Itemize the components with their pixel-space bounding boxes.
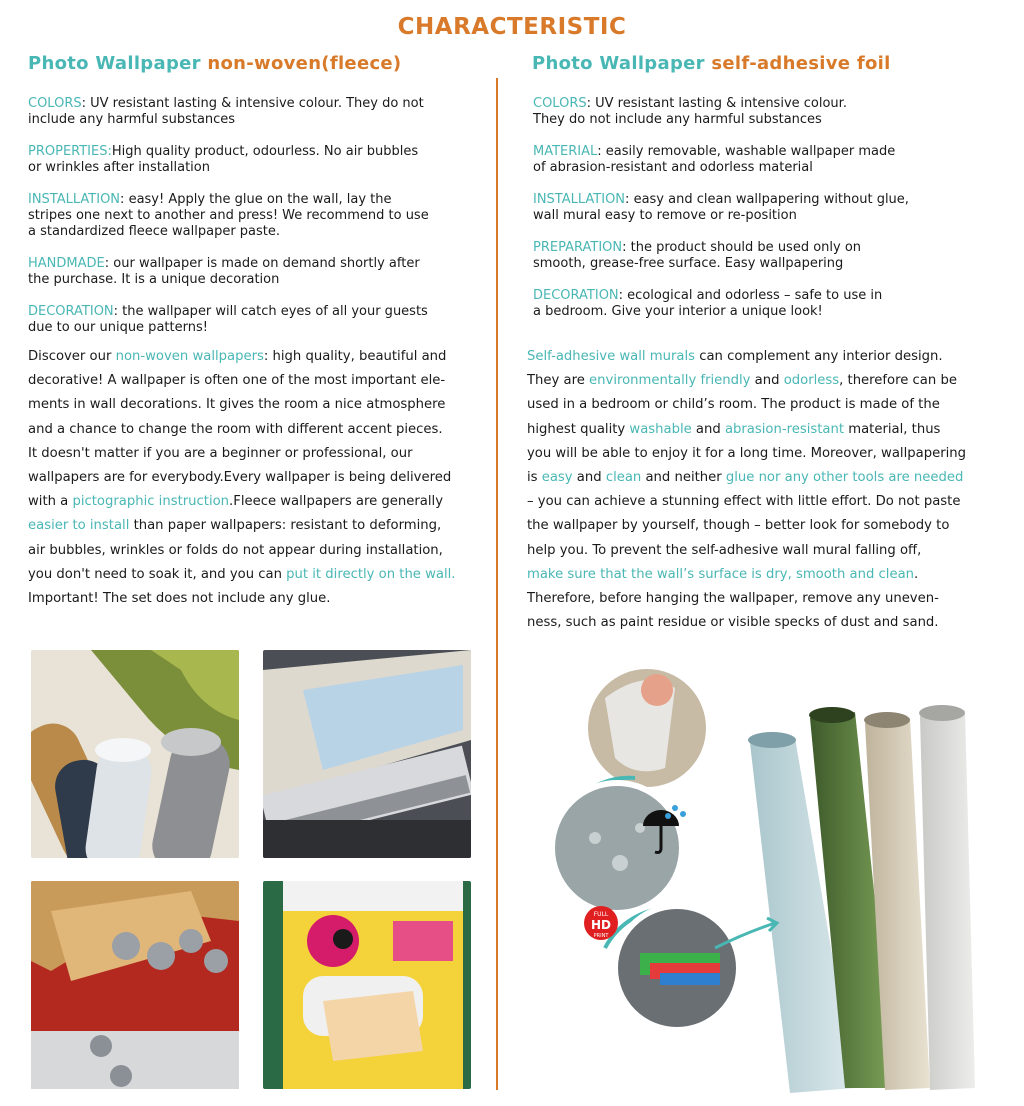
spec-line: easy and clean wallpapering without glue, [629, 192, 909, 207]
paragraph-text: decorative! A wallpaper is often one of the most important ele- [28, 373, 446, 389]
paragraph-line [527, 369, 966, 393]
paragraph-text: is [527, 470, 542, 486]
self-adhesive-illustration [525, 648, 1000, 1093]
left-description [28, 345, 456, 611]
printed-poster-photo [263, 881, 471, 1089]
spec-line: a standardized fleece wallpaper paste. [28, 224, 281, 239]
spec-key: INSTALLATION [533, 192, 626, 207]
highlight-link[interactable]: glue nor any other tools are needed [725, 470, 964, 486]
right-column-title [532, 53, 891, 74]
paragraph-text: and neither [641, 470, 726, 486]
spec-key: INSTALLATION [28, 192, 121, 207]
spec-line: the product should be used only on [626, 240, 862, 255]
spec-line: the wallpaper will catch eyes of all your guests [118, 304, 428, 319]
paragraph-text: . [914, 566, 919, 582]
spec-line: of abrasion-resistant and odorless material [533, 160, 813, 175]
badge-line-3: PRINT [593, 933, 609, 939]
spec-key: DECORATION [28, 304, 114, 319]
paragraph-text: It doesn't matter if you are a beginner or professional, our [28, 445, 413, 461]
paragraph-line [28, 587, 456, 611]
spec-key: COLORS [533, 96, 587, 111]
badge-line-1: FULL [593, 911, 609, 918]
spec-sep: : [120, 192, 125, 207]
left-title-type: non-woven(fleece) [207, 53, 402, 74]
left-title-product: Photo Wallpaper [28, 53, 201, 74]
spec-line: our wallpaper is made on demand shortly after [109, 256, 420, 271]
right-description [527, 345, 966, 635]
printed-poster-image [263, 881, 471, 1089]
wallpaper-rolls-photo [31, 650, 239, 858]
paragraph-text: They are [527, 373, 590, 389]
spec-line: High quality product, odourless. No air bubbles [111, 144, 419, 159]
right-spec-colors [533, 96, 847, 128]
paragraph-line [527, 393, 966, 417]
column-divider [496, 78, 498, 1090]
paragraph-text: .Fleece wallpapers are generally [229, 494, 443, 510]
highlight-link[interactable]: abrasion-resistant [724, 421, 845, 437]
spec-line: UV resistant lasting & intensive colour. They do not [86, 96, 424, 111]
paragraph-text: air bubbles, wrinkles or folds do not appear during installation, [28, 542, 443, 558]
paragraph-text: Important! The set does not include any glue. [28, 591, 331, 607]
spec-key: PREPARATION [533, 240, 623, 255]
printer-roll-image [263, 650, 471, 858]
laminating-machine-photo [31, 881, 239, 1089]
paragraph-text: Therefore, before hanging the wallpaper, remove any uneven- [527, 591, 939, 607]
highlight-link[interactable]: easy [541, 470, 573, 486]
paragraph-line [28, 345, 456, 369]
right-spec-installation [533, 192, 909, 224]
spec-line: UV resistant lasting & intensive colour. [591, 96, 847, 111]
paragraph-line [527, 466, 966, 490]
paragraph-text: and [750, 373, 784, 389]
paragraph-line [527, 514, 966, 538]
paragraph-line [527, 563, 966, 587]
paragraph-text: used in a bedroom or child’s room. The product is made of the [527, 397, 940, 413]
spec-key: DECORATION [533, 288, 619, 303]
paragraph-line [527, 442, 966, 466]
spec-line: smooth, grease-free surface. Easy wallpapering [533, 256, 844, 271]
paragraph-text: help you. To prevent the self-adhesive wall mural falling off, [527, 542, 922, 558]
badge-line-2: HD [590, 918, 612, 932]
paragraph-text: and [572, 470, 606, 486]
highlight-link[interactable]: non-woven wallpapers [115, 349, 264, 364]
printer-roll-photo [263, 650, 471, 858]
paragraph-line [28, 563, 456, 587]
paragraph-text: you will be able to enjoy it for a long time. Moreover, wallpapering [527, 445, 967, 461]
right-title-type: self-adhesive foil [711, 53, 891, 74]
highlight-link[interactable]: easier to install [28, 518, 130, 534]
paragraph-text: with a [28, 494, 73, 510]
paragraph-text: than paper wallpapers: resistant to deforming, [129, 518, 442, 534]
paragraph-line [28, 466, 456, 490]
spec-key: PROPERTIES: [28, 144, 112, 159]
paragraph-text: can complement any interior design. [695, 349, 943, 364]
paragraph-text: , therefore can be [839, 373, 957, 389]
highlight-link[interactable]: clean [605, 470, 642, 486]
paragraph-text: the wallpaper by yourself, though – better look for somebody to [527, 518, 950, 534]
left-column-title [28, 53, 401, 74]
spec-line: the purchase. It is a unique decoration [28, 272, 280, 287]
paragraph-line [28, 490, 456, 514]
right-spec-material [533, 144, 895, 176]
spec-line: due to our unique patterns! [28, 320, 208, 335]
paragraph-text: material, thus [844, 421, 941, 437]
roll-concrete [920, 710, 975, 1090]
wallpaper-rolls-image [31, 650, 239, 858]
highlight-link[interactable]: washable [629, 421, 692, 437]
paragraph-text: : high quality, beautiful and [263, 349, 447, 364]
right-spec-decoration [533, 288, 882, 320]
paragraph-line [28, 539, 456, 563]
spec-line: easy! Apply the glue on the wall, lay the [124, 192, 392, 207]
spec-sep: : [586, 96, 591, 111]
paragraph-text: you don't need to soak it, and you can [28, 566, 287, 582]
paragraph-line [527, 587, 966, 611]
paragraph-text: and a chance to change the room with different accent pieces. [28, 421, 443, 437]
spec-key: MATERIAL [533, 144, 598, 159]
paragraph-line [527, 418, 966, 442]
spec-key: HANDMADE [28, 256, 105, 271]
right-spec-preparation [533, 240, 861, 272]
spec-line: They do not include any harmful substances [533, 112, 822, 127]
paragraph-line [28, 514, 456, 538]
paragraph-line [28, 442, 456, 466]
highlight-link[interactable]: pictographic instruction [72, 494, 230, 510]
left-spec-properties [28, 144, 418, 176]
left-spec-installation [28, 192, 429, 240]
paragraph-text: – you can achieve a stunning effect with little effort. Do not paste [527, 494, 961, 510]
left-spec-handmade [28, 256, 420, 288]
paragraph-text: Discover our [28, 349, 116, 364]
spec-line: a bedroom. Give your interior a unique look! [533, 304, 823, 319]
paragraph-text: ness, such as paint residue or visible specks of dust and sand. [527, 615, 939, 631]
spec-sep: : [104, 256, 110, 271]
paragraph-line [28, 393, 456, 417]
paragraph-text: ments in wall decorations. It gives the room a nice atmosphere [28, 397, 446, 413]
paragraph-line [527, 611, 966, 635]
right-title-product: Photo Wallpaper [532, 53, 705, 74]
spec-line: easily removable, washable wallpaper made [601, 144, 896, 159]
spec-sep: : [625, 192, 630, 207]
spec-sep: : [597, 144, 602, 159]
highlight-link[interactable]: put it directly on the wall. [286, 566, 456, 582]
paragraph-line [527, 539, 966, 563]
spec-line: or wrinkles after installation [28, 160, 210, 175]
spec-sep: : [618, 288, 624, 303]
highlight-link[interactable]: Self-adhesive wall murals [527, 349, 696, 364]
highlight-link[interactable]: odorless [783, 373, 840, 389]
spec-sep: : [113, 304, 119, 319]
paragraph-line [527, 490, 966, 514]
spec-line: include any harmful substances [28, 112, 236, 127]
highlight-link[interactable]: make sure that the wall’s surface is dry, smooth and clean [527, 566, 915, 582]
paragraph-line [28, 369, 456, 393]
spec-sep: : [81, 96, 86, 111]
spec-line: ecological and odorless – safe to use in [623, 288, 883, 303]
left-spec-colors [28, 96, 424, 128]
left-spec-decoration [28, 304, 428, 336]
page-title: CHARACTERISTIC [397, 14, 627, 40]
spec-line: wall mural easy to remove or re-position [533, 208, 797, 223]
paragraph-line [28, 418, 456, 442]
self-adhesive-features-image [525, 648, 1000, 1093]
paragraph-text: and [691, 421, 725, 437]
spec-key: COLORS [28, 96, 82, 111]
spec-sep: : [622, 240, 627, 255]
highlight-link[interactable]: environmentally friendly [589, 373, 751, 389]
paragraph-text: highest quality [527, 421, 630, 437]
paragraph-text: wallpapers are for everybody.Every wallpaper is being delivered [28, 470, 452, 486]
laminating-machine-image [31, 881, 239, 1089]
spec-line: stripes one next to another and press! We recommend to use [28, 208, 429, 223]
paragraph-line [527, 345, 966, 369]
